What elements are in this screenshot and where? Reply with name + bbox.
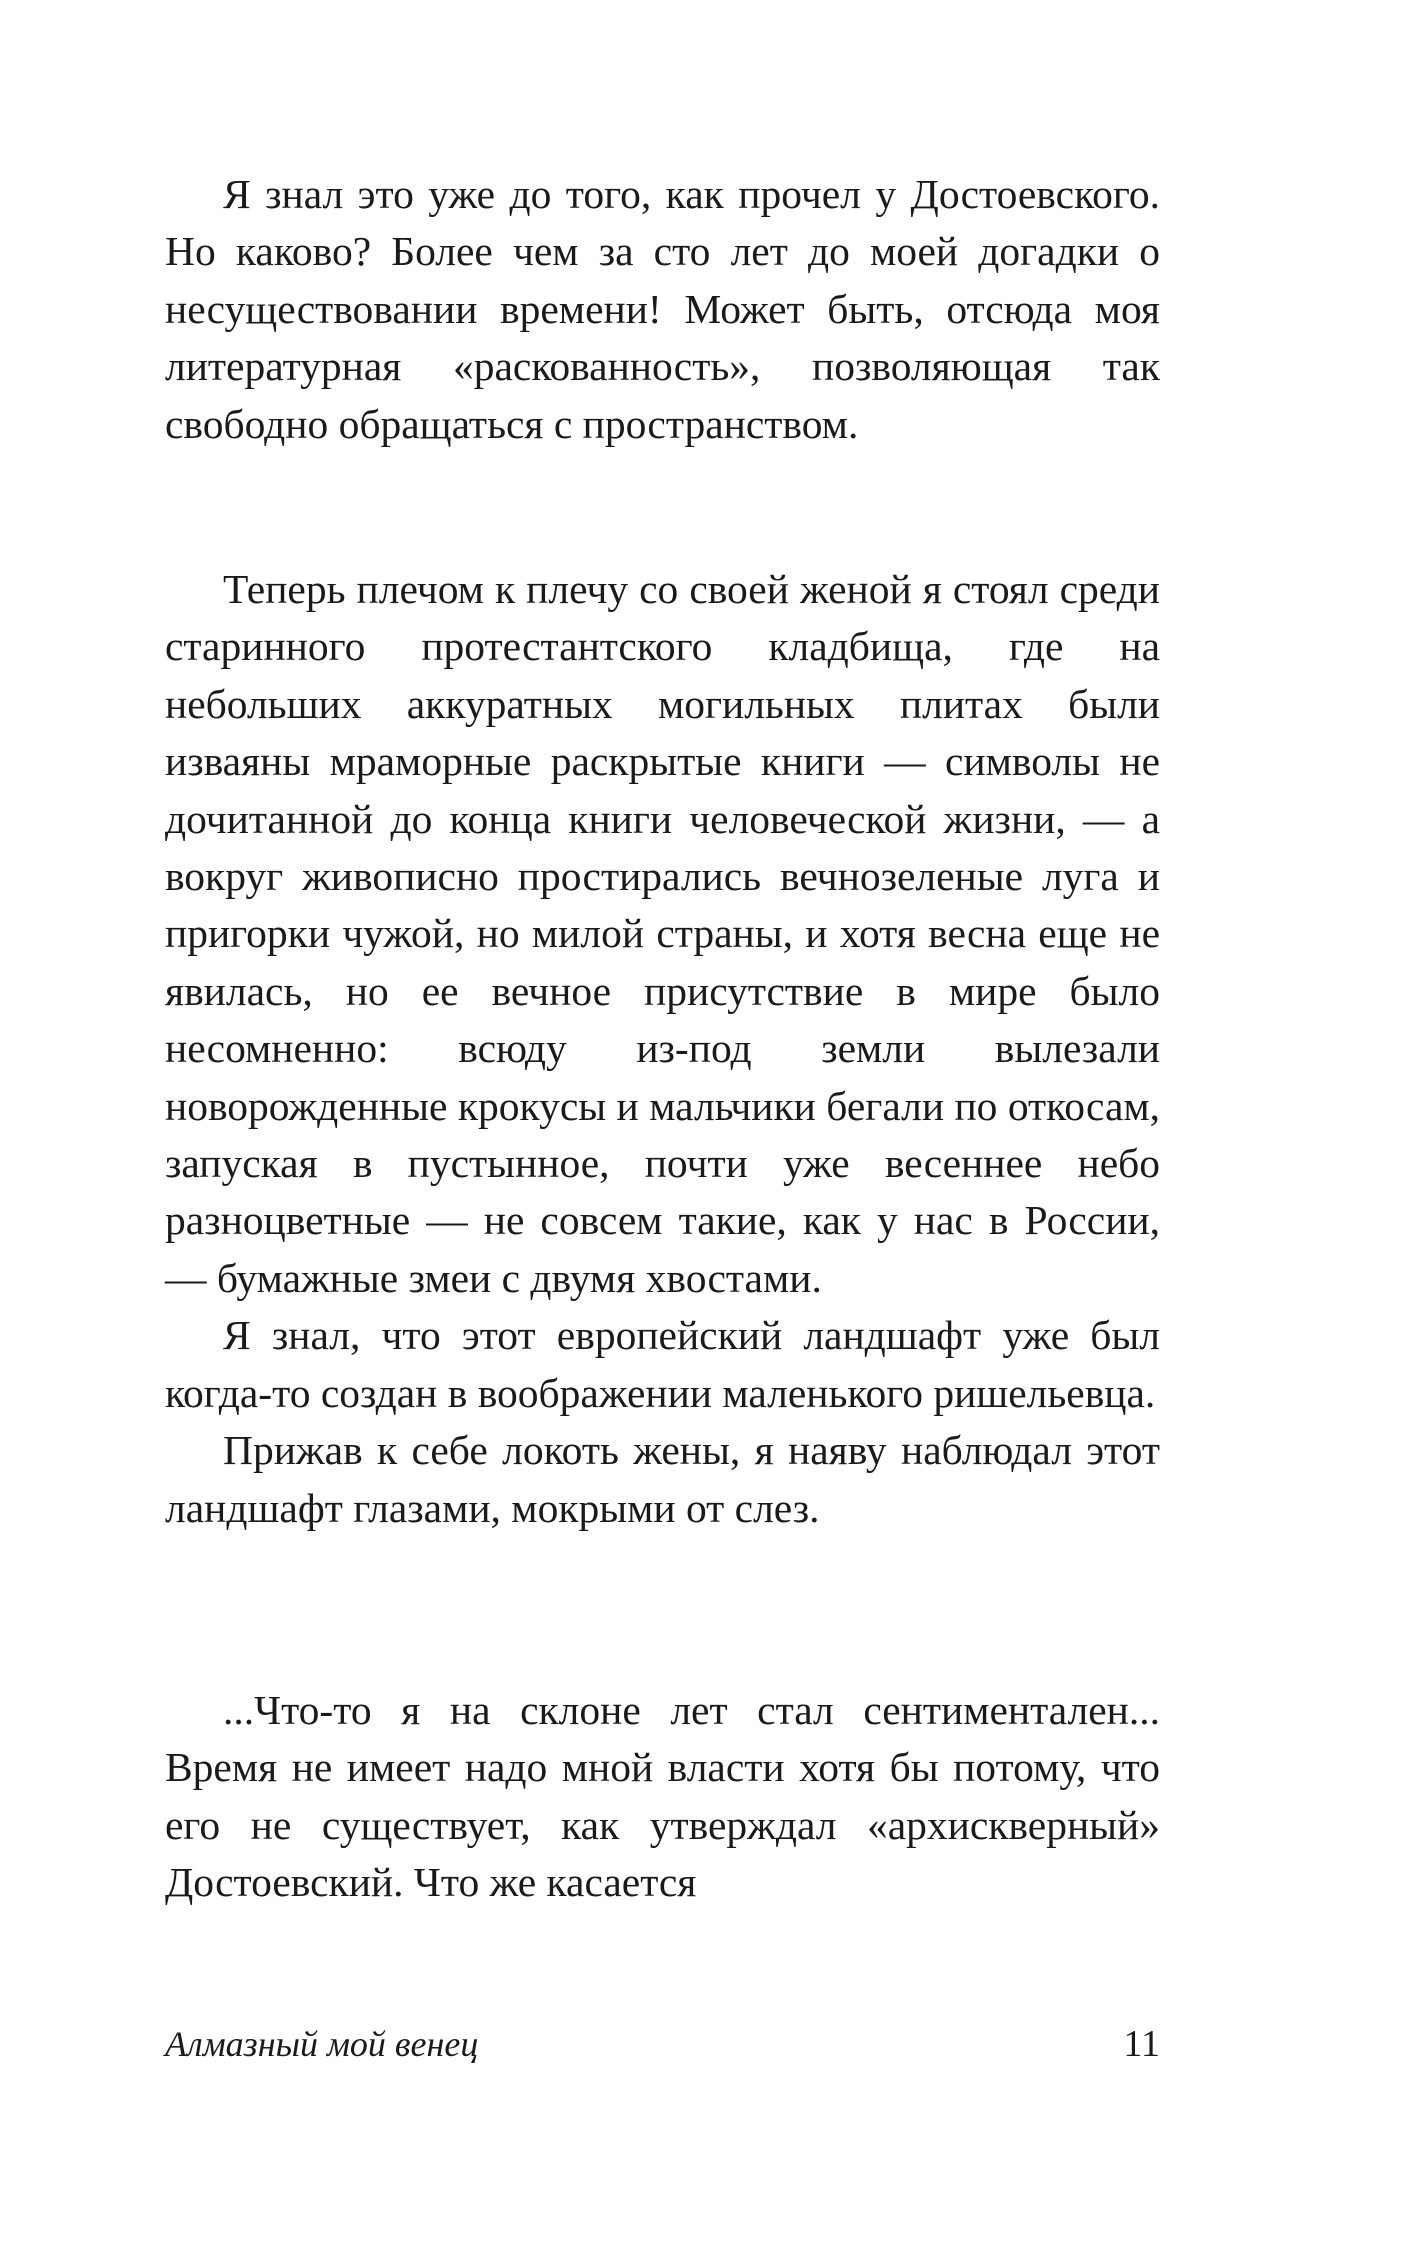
paragraph: Прижав к себе локоть жены, я наяву наблюдал этот ландшафт глазами, мокрыми от слез. [165,1427,1160,1531]
running-footer-title: Алмазный мой венец [165,2024,479,2064]
paragraph: Я знал это уже до того, как прочел у Достоевского. Но каково? Более чем за сто лет до моей догадки о несуществовании времени! Может быть, отсюда моя литературная «раскованность», позволяющая так свободно обращаться с пространством. [165,171,1160,447]
text-section-3 [165,1682,1160,1912]
text-section-1 [165,166,1160,453]
text-section-2 [165,561,1160,1537]
page-number: 11 [1123,2023,1160,2065]
paragraph: ...Что-то я на склоне лет стал сентиментален... Время не имеет надо мной власти хотя бы потому, что его не существует, как утверждал «архискверный» Достоевский. Что же касается [165,1687,1160,1906]
paragraph: Я знал, что этот европейский ландшафт уже был когда-то создан в воображении маленького ришельевца. [165,1312,1160,1416]
paragraph: Теперь плечом к плечу со своей женой я стоял среди старинного протестантского кладбища, где на небольших аккуратных могильных плитах были изваяны мраморные раскрытые книги — символы не дочитанной до конца книги человеческой жизни, — а вокруг живописно простирались вечнозеленые луга и пригорки чужой, но милой страны, и хотя весна еще не явилась, но ее вечное присутствие в мире было несомненно: всюду из-под земли вылезали новорожденные крокусы и мальчики бегали по откосам, запуская в пустынное, почти уже весеннее небо разноцветные — не совсем такие, как у нас в России, — бумажные змеи с двумя хвостами. [165,566,1160,1301]
